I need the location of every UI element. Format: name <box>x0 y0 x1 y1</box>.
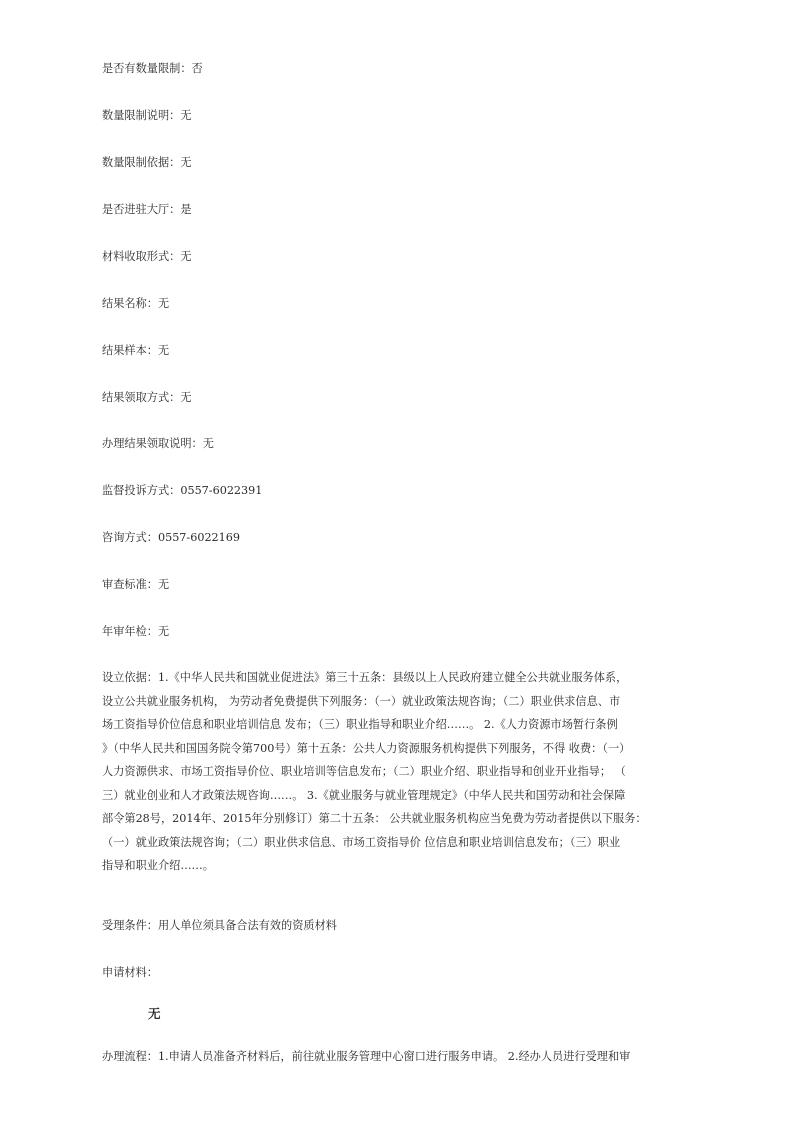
field-result-pickup <box>102 391 192 405</box>
field-label: 年审年检： <box>102 625 158 638</box>
materials-label: 申请材料： <box>102 966 158 979</box>
field-label: 审查标准： <box>102 578 158 591</box>
field-value: 无 <box>157 297 170 310</box>
legal-basis-line: 》（中华人民共和国国务院令第700号）第十五条：公共人力资源服务机构提供下列服务，不得 收费：（一） <box>102 741 631 755</box>
field-value: 0557-6022169 <box>157 531 241 544</box>
field-label: 咨询方式： <box>102 531 158 544</box>
field-quantity-limit <box>102 62 203 76</box>
field-label: 是否进驻大厅： <box>102 203 181 216</box>
field-annual-review <box>102 625 169 639</box>
field-result-pickup-desc <box>102 437 214 451</box>
field-label: 结果名称： <box>102 297 158 310</box>
legal-basis-paragraph <box>102 666 690 878</box>
field-value: 无 <box>180 250 192 263</box>
field-value: 无 <box>180 156 192 169</box>
legal-basis-line: 三）就业创业和人才政策法规咨询……。 3.《就业服务与就业管理规定》（中华人民共和国劳动和社会保障 <box>102 788 626 802</box>
legal-basis-line: 设立公共就业服务机构， 为劳动者免费提供下列服务：（一）就业政策法规咨询；（二）职业供求信息、市 <box>102 694 621 708</box>
field-label: 材料收取形式： <box>102 250 181 263</box>
field-value: 无 <box>157 344 170 357</box>
field-value: 0557-6022391 <box>180 484 263 497</box>
legal-basis-line: 指导和职业介绍……。 <box>102 859 214 872</box>
field-value: 无 <box>157 625 170 638</box>
field-quantity-limit-basis <box>102 156 192 170</box>
field-value: 无 <box>180 109 192 122</box>
field-label: 结果样本： <box>102 344 158 357</box>
field-consult <box>102 531 240 545</box>
field-result-name <box>102 297 169 311</box>
materials-value: 无 <box>148 1006 161 1021</box>
field-value: 否 <box>191 62 203 75</box>
field-value: 无 <box>180 391 192 404</box>
legal-basis-line: 人力资源供求、市场工资指导价位、职业培训等信息发布；（二）职业介绍、职业指导和创业开业指导； （ <box>102 765 626 778</box>
field-label: 监督投诉方式： <box>102 484 181 497</box>
field-label: 是否有数量限制： <box>102 62 192 75</box>
field-review-standard <box>102 578 169 592</box>
field-label: 数量限制依据： <box>102 156 181 169</box>
field-in-hall <box>102 203 192 217</box>
legal-basis-line: 设立依据：1.《中华人民共和国就业促进法》第三十五条：县级以上人民政府建立健全公共就业服务体系， <box>102 671 628 684</box>
process-flow: 办理流程：1.申请人员准备齐材料后，前往就业服务管理中心窗口进行服务申请。 2.经办人员进行受理和审 <box>102 1050 631 1063</box>
legal-basis-line: 场工资指导价位信息和职业培训信息 发布；（三）职业指导和职业介绍……。 2.《人力资源市场暂行条例 <box>102 718 618 731</box>
field-value: 无 <box>157 578 170 591</box>
field-material-form <box>102 250 192 264</box>
field-label: 结果领取方式： <box>102 391 181 404</box>
field-value: 是 <box>180 203 192 216</box>
field-quantity-limit-desc <box>102 109 192 123</box>
field-complaint <box>102 484 262 498</box>
legal-basis-line: （一）就业政策法规咨询；（二）职业供求信息、市场工资指导价 位信息和职业培训信息发布；（三）职业 <box>102 835 621 849</box>
acceptance-conditions: 受理条件：用人单位须具备合法有效的资质材料 <box>102 919 337 932</box>
field-label: 数量限制说明： <box>102 109 181 122</box>
legal-basis-line: 部令第28号，2014年、2015年分别修订）第二十五条： 公共就业服务机构应当免费为劳动者提供以下服务： <box>102 812 647 825</box>
field-value: 无 <box>202 437 214 450</box>
field-label: 办理结果领取说明： <box>102 437 203 450</box>
field-result-sample <box>102 344 169 358</box>
